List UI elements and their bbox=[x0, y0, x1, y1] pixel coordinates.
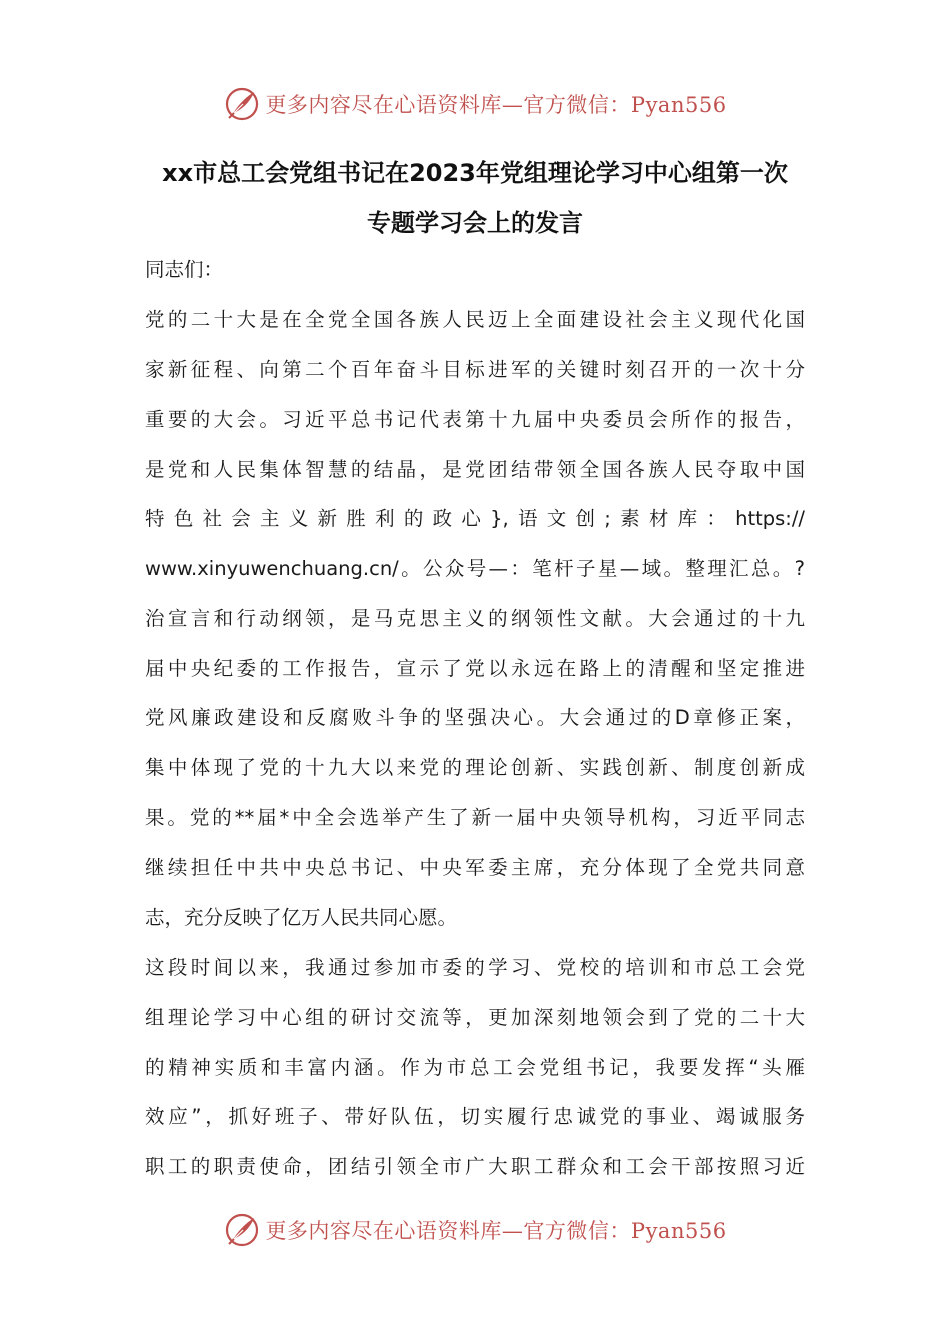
paragraph-line: 组理论学习中心组的研讨交流等，更加深刻地领会到了党的二十大 bbox=[145, 1006, 805, 1029]
paragraph-line: 的精神实质和丰富内涵。作为市总工会党组书记，我要发挥“头雁 bbox=[145, 1056, 805, 1079]
paragraph-line: 是党和人民集体智慧的结晶，是党团结带领全国各族人民夺取中国 bbox=[145, 458, 805, 481]
feather-pen-logo-icon bbox=[223, 85, 261, 123]
document-title-line-2: 专题学习会上的发言 bbox=[367, 209, 583, 237]
feather-pen-logo-icon bbox=[223, 1211, 261, 1249]
paragraph-line: 家新征程、向第二个百年奋斗目标进军的关键时刻召开的一次十分 bbox=[145, 358, 805, 381]
paragraph-line: 党风廉政建设和反腐败斗争的坚强决心。大会通过的D章修正案， bbox=[145, 706, 805, 729]
paragraph-line: 治宣言和行动纲领，是马克思主义的纲领性文献。大会通过的十九 bbox=[145, 607, 805, 630]
footer-watermark bbox=[0, 1208, 950, 1252]
watermark-text: 更多内容尽在心语资料库—官方微信：Pyan556 bbox=[265, 1219, 727, 1243]
watermark-text: 更多内容尽在心语资料库—官方微信：Pyan556 bbox=[265, 93, 727, 117]
paragraph-line: 重要的大会。习近平总书记代表第十九届中央委员会所作的报告， bbox=[145, 408, 805, 431]
paragraph-line: 集中体现了党的十九大以来党的理论创新、实践创新、制度创新成 bbox=[145, 756, 805, 779]
header-watermark bbox=[0, 82, 950, 126]
paragraph-line: 特色社会主义新胜利的政心},语文创;素材库：https:// bbox=[145, 507, 805, 530]
salutation: 同志们： bbox=[145, 258, 224, 281]
document-title-line-1: xx市总工会党组书记在2023年党组理论学习中心组第一次 bbox=[162, 159, 788, 187]
paragraph-line: 职工的职责使命，团结引领全市广大职工群众和工会干部按照习近 bbox=[145, 1155, 805, 1178]
paragraph-line: 党的二十大是在全党全国各族人民迈上全面建设社会主义现代化国 bbox=[145, 308, 805, 331]
paragraph-line: www.xinyuwenchuang.cn/。公众号—：笔杆子星—域。整理汇总。? bbox=[145, 557, 805, 580]
paragraph-line: 效应”，抓好班子、带好队伍，切实履行忠诚党的事业、竭诚服务 bbox=[145, 1105, 805, 1128]
paragraph-line: 继续担任中共中央总书记、中央军委主席，充分体现了全党共同意 bbox=[145, 856, 805, 879]
paragraph-line: 届中央纪委的工作报告，宣示了党以永远在路上的清醒和坚定推进 bbox=[145, 657, 805, 680]
paragraph-line: 果。党的**届*中全会选举产生了新一届中央领导机构，习近平同志 bbox=[145, 806, 805, 829]
paragraph-line: 这段时间以来，我通过参加市委的学习、党校的培训和市总工会党 bbox=[145, 956, 805, 979]
paragraph-line: 志，充分反映了亿万人民共同心愿。 bbox=[145, 906, 458, 929]
